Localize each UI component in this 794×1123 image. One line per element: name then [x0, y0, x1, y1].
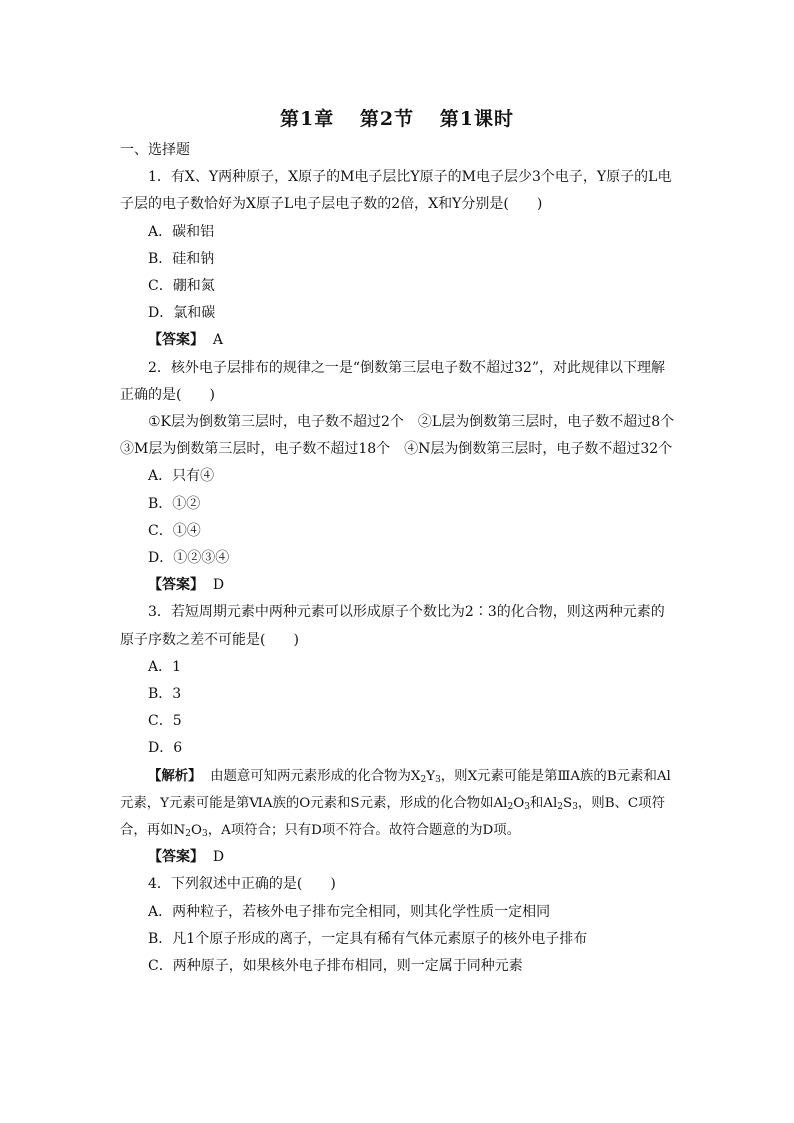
- lesson-label: 第1课时: [439, 108, 514, 130]
- document-body: [120, 137, 689, 980]
- question-3-answer: [120, 844, 676, 871]
- question-3-option-c: C．5: [148, 713, 182, 730]
- question-4-stem: 4．下列叙述中正确的是( ): [148, 876, 336, 893]
- section-heading: 一、选择题: [120, 142, 190, 158]
- question-1-option-b: B．硅和钠: [148, 250, 215, 267]
- question-4-option-c: C．两种原子，如果核外电子排布相同，则一定属于同种元素: [148, 958, 523, 975]
- page-title: [0, 104, 794, 131]
- question-3-analysis: 【解析】 由题意可知两元素形成的化合物为$X_2Y_3$，则X元素可能是第ⅢA族的B元素和Al元素，Y元素可能是第ⅥA族的O元素和S元素，形成的化合物如$Al_2O_3$和$Al_2S_3$，则B、C项符合，再如$N_2O_3$，A项符合；只有D项不符合。故符合题意的为D项。: [120, 767, 671, 840]
- question-1-stem: 1．有X、Y两种原子，X原子的M电子层比Y原子的M电子层少3个电子，Y原子的L电子层的电子数恰好为X原子L电子层电子数的2倍，X和Y分别是( ): [120, 169, 672, 213]
- question-2-option-a: A．只有④: [148, 468, 215, 485]
- question-1-option-d: D．氯和碳: [148, 305, 216, 322]
- question-2-option-d: D．①②③④: [148, 550, 230, 567]
- question-3-option-a: A．1: [148, 658, 182, 675]
- question-2-option-c: C．①④: [148, 522, 201, 539]
- question-2-answer: [120, 572, 676, 599]
- question-3-option-d: D．6: [148, 740, 183, 757]
- answer-label: 【答案】: [148, 577, 204, 594]
- question-1-option-c: C．硼和氮: [148, 278, 215, 295]
- question-3-stem: 3．若短周期元素中两种元素可以形成原子个数比为2∶3的化合物，则这两种元素的原子序数之差不可能是( ): [120, 604, 665, 648]
- answer-value: A: [212, 332, 224, 349]
- answer-value: D: [212, 849, 225, 866]
- question-1-answer: [120, 327, 676, 354]
- question-2-statements: ①K层为倒数第三层时，电子数不超过2个 ②L层为倒数第三层时，电子数不超过8个 ③M层为倒数第三层时，电子数不超过18个 ④N层为倒数第三层时，电子数不超过32个: [120, 414, 689, 458]
- answer-value: D: [212, 577, 225, 594]
- chapter-label: 第1章: [280, 108, 335, 130]
- answer-label: 【答案】: [148, 332, 204, 349]
- section-label: 第2节: [359, 108, 415, 130]
- question-1-option-a: A．碳和铝: [148, 223, 215, 240]
- question-2-stem: 2．核外电子层排布的规律之一是“倒数第三层电子数不超过32”，对此规律以下理解正确的是( ): [120, 359, 666, 403]
- question-4-option-a: A．两种粒子，若核外电子排布完全相同，则其化学性质一定相同: [148, 903, 551, 920]
- analysis-label: 【解析】: [148, 767, 202, 784]
- answer-label: 【答案】: [148, 849, 204, 866]
- question-4-option-b: B．凡1个原子形成的离子，一定具有稀有气体元素原子的核外电子排布: [148, 930, 588, 947]
- question-2-option-b: B．①②: [148, 495, 201, 512]
- question-3-option-b: B．3: [148, 686, 182, 703]
